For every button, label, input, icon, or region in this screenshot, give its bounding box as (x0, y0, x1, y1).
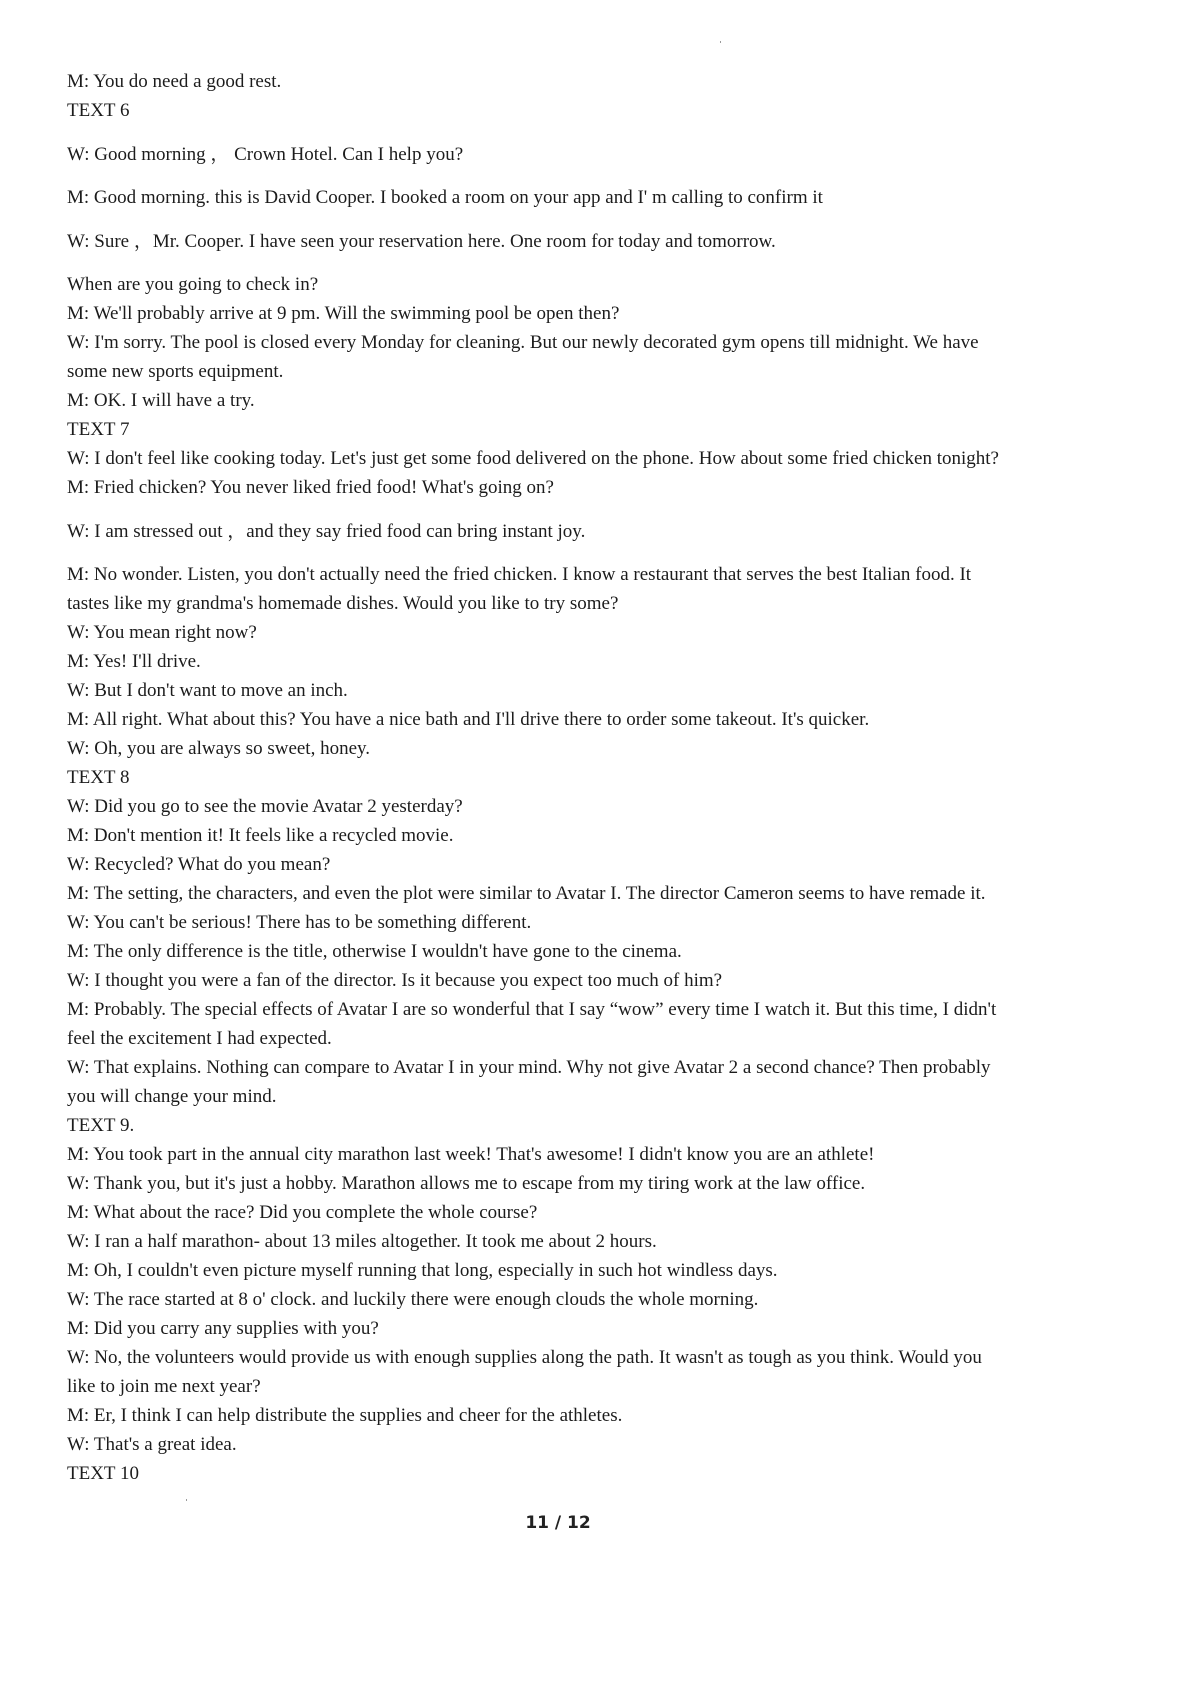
dialogue-line: M: The only difference is the title, otherwise I wouldn't have gone to the cinema. (67, 941, 682, 962)
dialogue-line: M: The setting, the characters, and even the plot were similar to Avatar I. The director Cameron seems to have remade it. (67, 883, 986, 904)
dialogue-line-continuation: feel the excitement I had expected. (67, 1028, 332, 1049)
dialogue-line: M: You do need a good rest. (67, 71, 282, 92)
section-heading: TEXT 9. (67, 1115, 135, 1136)
dialogue-line: W: I'm sorry. The pool is closed every Monday for cleaning. But our newly decorated gym opens till midnight. We have (67, 332, 979, 353)
scan-speck (186, 1499, 187, 1501)
dialogue-line: M: Oh, I couldn't even picture myself running that long, especially in such hot windless days. (67, 1260, 778, 1281)
dialogue-line: W: Good morning ， Crown Hotel. Can I help you? (67, 143, 464, 165)
dialogue-line: M: Did you carry any supplies with you? (67, 1318, 379, 1339)
dialogue-line-continuation: like to join me next year? (67, 1376, 261, 1397)
dialogue-line-continuation: tastes like my grandma's homemade dishes. Would you like to try some? (67, 593, 619, 614)
scan-speck (720, 41, 721, 43)
dialogue-line: M: Fried chicken? You never liked fried food! What's going on? (67, 477, 554, 498)
section-heading: TEXT 7 (67, 419, 130, 440)
page-number: 11 / 12 (525, 1513, 591, 1533)
dialogue-line: W: That explains. Nothing can compare to Avatar I in your mind. Why not give Avatar 2 a second chance? Then probably (67, 1057, 991, 1078)
dialogue-line: M: Probably. The special effects of Avatar I are so wonderful that I say “wow” every time I watch it. But this time, I didn't (67, 999, 997, 1020)
dialogue-line: M: All right. What about this? You have a nice bath and I'll drive there to order some takeout. It's quicker. (67, 709, 870, 730)
dialogue-line: W: I don't feel like cooking today. Let's just get some food delivered on the phone. How about some fried chicken tonight? (67, 448, 999, 469)
dialogue-line: W: I ran a half marathon- about 13 miles altogether. It took me about 2 hours. (67, 1231, 657, 1252)
dialogue-line: W: Recycled? What do you mean? (67, 854, 331, 875)
dialogue-line: M: Don't mention it! It feels like a recycled movie. (67, 825, 454, 846)
dialogue-line: M: No wonder. Listen, you don't actually need the fried chicken. I know a restaurant that serves the best Italian food. It (67, 564, 972, 585)
dialogue-line-continuation: When are you going to check in? (67, 274, 319, 295)
dialogue-line: M: You took part in the annual city marathon last week! That's awesome! I didn't know you are an athlete! (67, 1144, 875, 1165)
dialogue-line: W: You mean right now? (67, 622, 257, 643)
dialogue-line: W: Thank you, but it's just a hobby. Marathon allows me to escape from my tiring work at the law office. (67, 1173, 866, 1194)
dialogue-line: W: I am stressed out ，and they say fried food can bring instant joy. (67, 520, 586, 542)
dialogue-line: W: Sure ，Mr. Cooper. I have seen your reservation here. One room for today and tomorrow. (67, 230, 776, 252)
dialogue-line: M: What about the race? Did you complete the whole course? (67, 1202, 538, 1223)
dialogue-line: W: But I don't want to move an inch. (67, 680, 348, 701)
section-heading: TEXT 6 (67, 100, 130, 121)
section-heading: TEXT 10 (67, 1463, 139, 1484)
dialogue-line: M: OK. I will have a try. (67, 390, 255, 411)
dialogue-line: W: Oh, you are always so sweet, honey. (67, 738, 371, 759)
dialogue-line: W: Did you go to see the movie Avatar 2 yesterday? (67, 796, 463, 817)
dialogue-line: M: We'll probably arrive at 9 pm. Will the swimming pool be open then? (67, 303, 620, 324)
dialogue-line: W: You can't be serious! There has to be something different. (67, 912, 532, 933)
dialogue-line-continuation: you will change your mind. (67, 1086, 277, 1107)
transcript-body (67, 67, 999, 1488)
dialogue-line: M: Yes! I'll drive. (67, 651, 201, 672)
dialogue-line: M: Er, I think I can help distribute the supplies and cheer for the athletes. (67, 1405, 623, 1426)
section-heading: TEXT 8 (67, 767, 130, 788)
dialogue-line: W: I thought you were a fan of the director. Is it because you expect too much of him? (67, 970, 723, 991)
dialogue-line: M: Good morning. this is David Cooper. I booked a room on your app and I' m calling to confirm it (67, 187, 823, 208)
dialogue-line: W: The race started at 8 o' clock. and luckily there were enough clouds the whole morning. (67, 1289, 759, 1310)
dialogue-line: W: That's a great idea. (67, 1434, 237, 1455)
dialogue-line: W: No, the volunteers would provide us with enough supplies along the path. It wasn't as tough as you think. Would you (67, 1347, 982, 1368)
dialogue-line-continuation: some new sports equipment. (67, 361, 284, 382)
